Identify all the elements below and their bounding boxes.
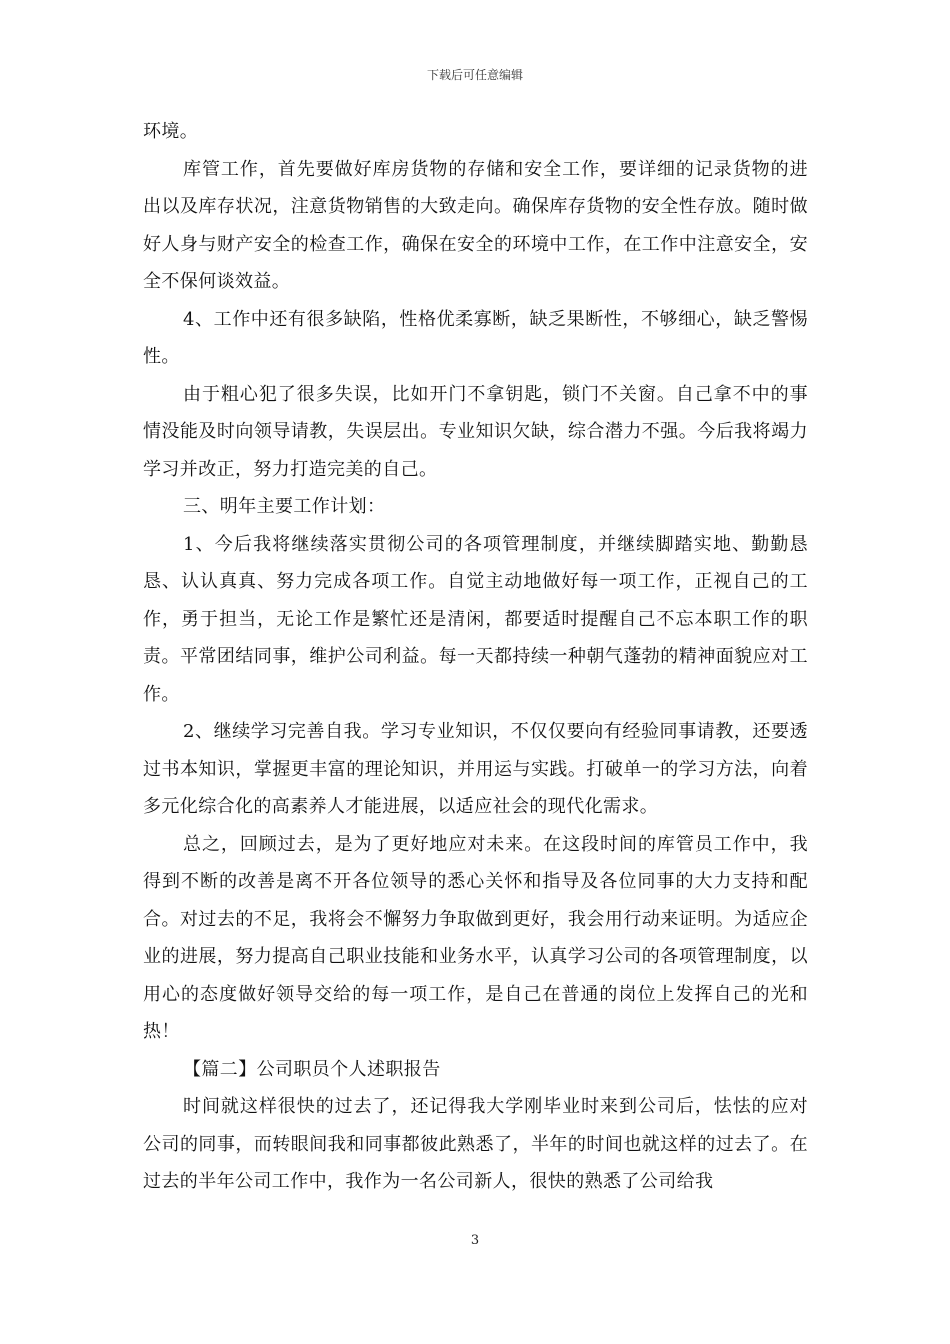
paragraph: 1、今后我将继续落实贯彻公司的各项管理制度，并继续脚踏实地、勤勤恳恳、认认真真、努力完成各项工作。自觉主动地做好每一项工作，正视自己的工作，勇于担当，无论工作是繁忙还是清闲，都要适时提醒自己不忘本职工作的职责。平常团结同事，维护公司利益。每一天都持续一种朝气蓬勃的精神面貌应对工作。: [143, 533, 808, 705]
document-body: [143, 113, 808, 1201]
paragraph: 4、工作中还有很多缺陷，性格优柔寡断，缺乏果断性，不够细心，缺乏警惕性。: [143, 308, 808, 367]
section-heading: 三、明年主要工作计划：: [183, 496, 386, 517]
paragraph: 总之，回顾过去，是为了更好地应对未来。在这段时间的库管员工作中，我得到不断的改善是离不开各位领导的悉心关怀和指导及各位同事的大力支持和配合。对过去的不足，我将会不懈努力争取做到更好，我会用行动来证明。为适应企业的进展，努力提高自己职业技能和业务水平，认真学习公司的各项管理制度，以用心的态度做好领导交给的每一项工作，是自己在普通的岗位上发挥自己的光和热！: [143, 833, 808, 1042]
paragraph: 2、继续学习完善自我。学习专业知识，不仅仅要向有经验同事请教，还要透过书本知识，掌握更丰富的理论知识，并用运与实践。打破单一的学习方法，向着多元化综合化的高素养人才能进展，以适应社会的现代化需求。: [143, 721, 808, 817]
paragraph: 由于粗心犯了很多失误，比如开门不拿钥匙，锁门不关窗。自己拿不中的事情没能及时向领导请教，失误层出。专业知识欠缺，综合潜力不强。今后我将竭力学习并改正，努力打造完美的自己。: [143, 383, 808, 480]
page-number: 3: [470, 1233, 480, 1248]
paragraph: 时间就这样很快的过去了，还记得我大学刚毕业时来到公司后，怯怯的应对公司的同事，而转眼间我和同事都彼此熟悉了，半年的时间也就这样的过去了。在过去的半年公司工作中，我作为一名公司新人，很快的熟悉了公司给我: [143, 1096, 808, 1192]
section-heading: 【篇二】公司职员个人述职报告: [183, 1058, 441, 1080]
page-header: 下载后可任意编辑: [426, 68, 523, 82]
paragraph: 库管工作，首先要做好库房货物的存储和安全工作，要详细的记录货物的进出以及库存状况，注意货物销售的大致走向。确保库存货物的安全性存放。随时做好人身与财产安全的检查工作，确保在安全的环境中工作，在工作中注意安全，安全不保何谈效益。: [143, 158, 808, 292]
paragraph: 环境。: [143, 121, 199, 142]
